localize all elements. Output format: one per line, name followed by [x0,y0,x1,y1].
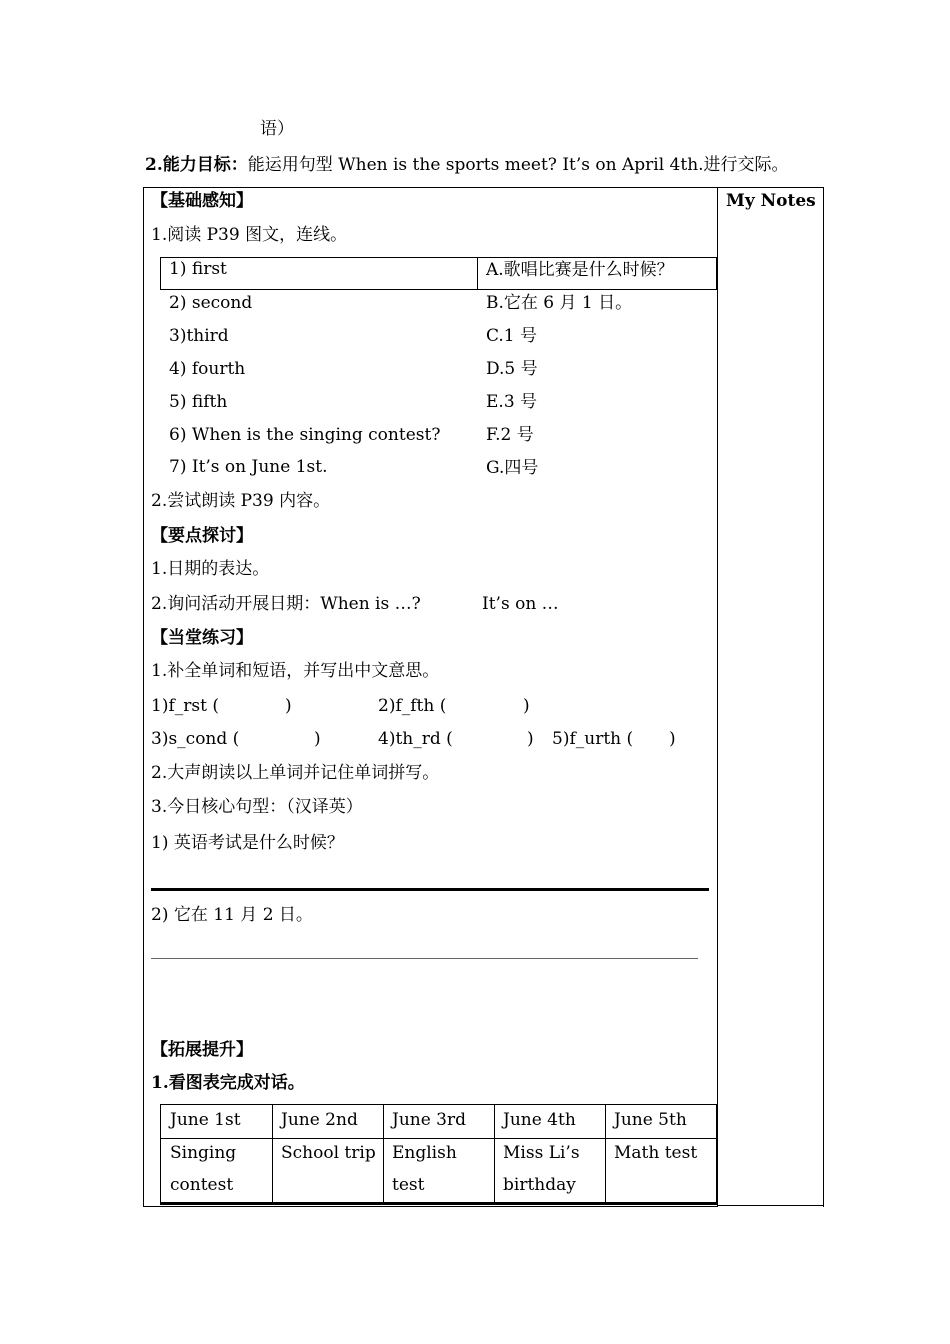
schedule-event-3: English [392,1143,457,1163]
fill-word-1-close: ) [285,696,292,716]
section-basic-perception: 【基础感知】 [151,191,253,211]
schedule-date-1: June 1st [170,1110,241,1130]
table-left-border [143,187,144,1207]
section-key-points: 【要点探讨】 [151,526,253,546]
schedule-event-3-cont: test [392,1175,425,1195]
key-point-1: 1.日期的表达。 [151,559,270,579]
match-right-a: A.歌唱比赛是什么时候？ [486,260,674,280]
match-right-d: D.5 号 [486,359,538,379]
answer-line-1 [151,888,709,891]
match-right-c: C.1 号 [486,326,538,346]
schedule-table [160,1104,717,1205]
practice-task-1: 1.补全单词和短语，并写出中文意思。 [151,661,440,681]
task-try-reading: 2.尝试朗读 P39 内容。 [151,491,331,511]
schedule-date-2: June 2nd [281,1110,358,1130]
key-point-2: 2.询问活动开展日期：When is …? [151,594,421,614]
match-right-e: E.3 号 [486,392,538,412]
schedule-event-1-cont: contest [170,1175,234,1195]
translate-question-2: 2) 它在 11 月 2 日。 [151,905,313,925]
match-left-6: 6) When is the singing contest? [169,425,441,445]
schedule-event-1: Singing [170,1143,237,1163]
header-continuation: 语） [260,119,294,139]
practice-task-2: 2.大声朗读以上单词并记住单词拼写。 [151,763,440,783]
schedule-event-5: Math test [614,1143,698,1163]
match-right-b: B.它在 6 月 1 日。 [486,293,633,313]
schedule-event-2: School trip [281,1143,376,1163]
fill-word-2: 2)f_fth ( [378,696,447,716]
fill-word-5: 5)f_urth ( [552,729,634,749]
match-right-f: F.2 号 [486,425,534,445]
schedule-date-5: June 5th [614,1110,687,1130]
match-left-3: 3)third [169,326,229,346]
practice-task-3: 3.今日核心句型：（汉译英） [151,797,363,817]
schedule-date-3: June 3rd [392,1110,467,1130]
fill-word-3-close: ) [314,729,321,749]
schedule-event-4-cont: birthday [503,1175,576,1195]
fill-word-3: 3)s_cond ( [151,729,240,749]
match-left-1: 1) first [169,259,227,279]
schedule-event-4: Miss Li’s [503,1143,580,1163]
schedule-date-4: June 4th [503,1110,576,1130]
fill-word-4: 4)th_rd ( [378,729,453,749]
table-column-divider [717,187,718,1207]
fill-word-5-close: ) [669,729,676,749]
match-left-2: 2) second [169,293,253,313]
ability-goal-text: 能运用句型 When is the sports meet? It’s on April 4th.进行交际。 [247,155,789,175]
extension-task-1: 1.看图表完成对话。 [151,1073,305,1093]
fill-word-1: 1)f_rst ( [151,696,219,716]
section-class-practice: 【当堂练习】 [151,628,253,648]
ability-goal-label: 2.能力目标： [145,155,248,175]
table-top-border [143,187,824,188]
ability-goal [145,155,789,175]
my-notes-title: My Notes [726,191,816,211]
notes-bottom-border [717,1205,824,1206]
fill-word-4-close: ) [527,729,534,749]
fill-word-2-close: ) [523,696,530,716]
translate-question-1: 1) 英语考试是什么时候？ [151,833,344,853]
task-read-and-match: 1.阅读 P39 图文，连线。 [151,225,348,245]
key-point-2-answer: It’s on … [482,594,559,614]
table-right-border [823,187,824,1207]
section-extension: 【拓展提升】 [151,1040,253,1060]
answer-line-2 [151,958,698,959]
match-left-5: 5) fifth [169,392,228,412]
table-bottom-border [143,1206,718,1207]
match-left-7: 7) It’s on June 1st. [169,457,328,477]
match-left-4: 4) fourth [169,359,246,379]
match-right-g: G.四号 [486,458,539,478]
